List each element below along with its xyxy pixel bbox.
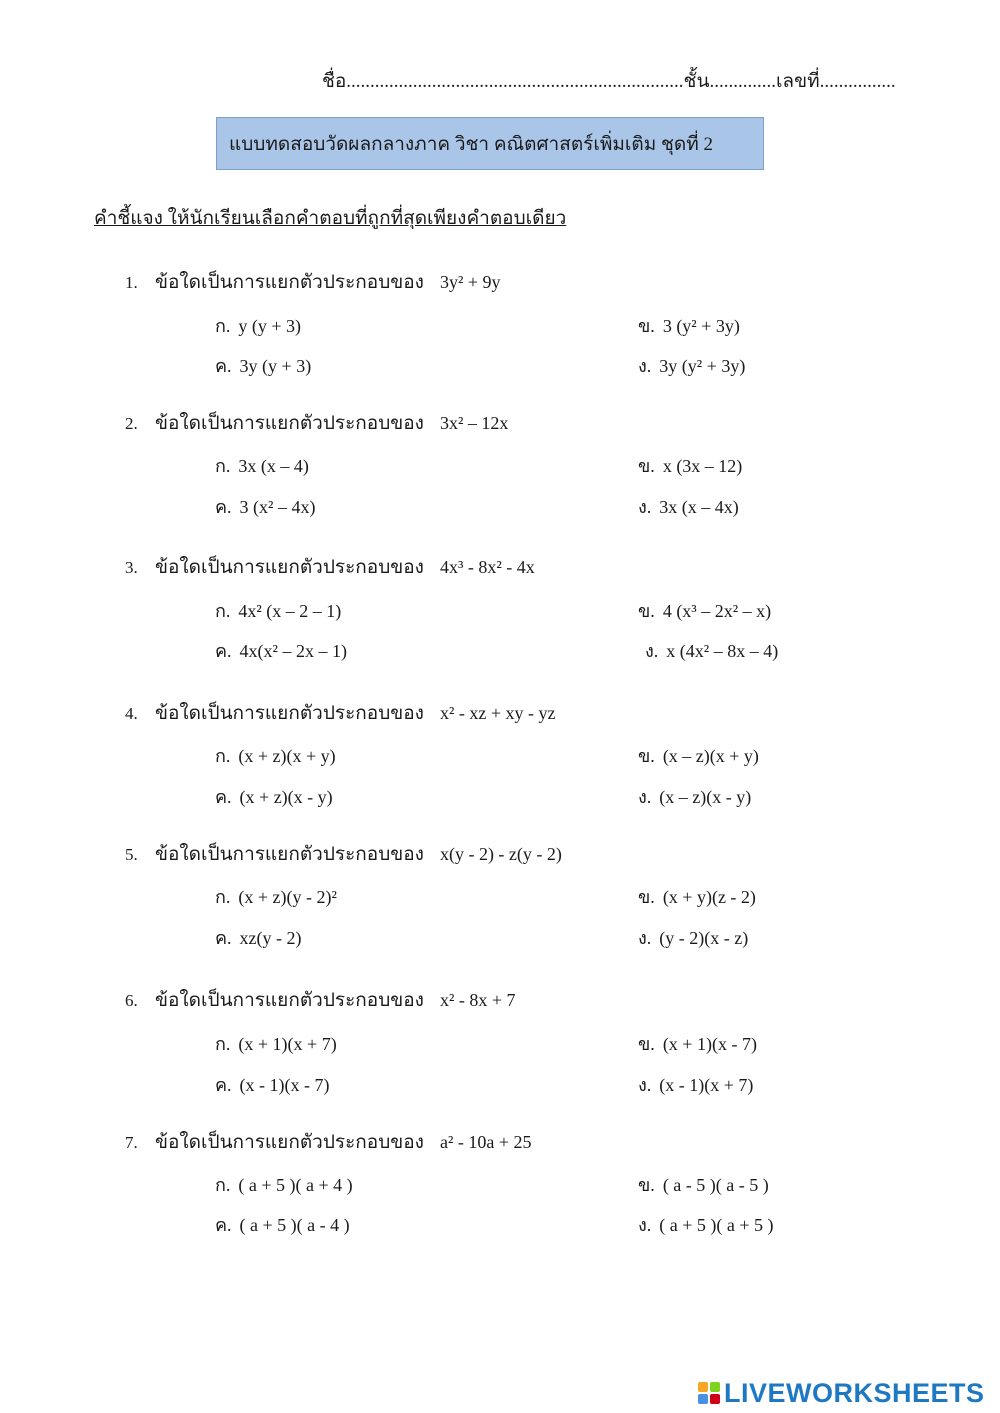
option[interactable] (638, 882, 756, 911)
question-expression: x² - xz + xy - yz (439, 703, 556, 723)
option-text: 3y (y + 3) (239, 356, 312, 376)
option-text: 3x (x – 4x) (659, 497, 739, 517)
option-text: 4x² (x – 2 – 1) (238, 601, 342, 621)
option-label: ค. (215, 928, 232, 948)
question-2 (125, 408, 508, 438)
option-label: ง. (638, 787, 652, 807)
option[interactable] (215, 741, 336, 770)
option-text: 3 (x² – 4x) (239, 497, 316, 517)
question-expression: a² - 10a + 25 (439, 1132, 532, 1152)
question-stem: ข้อใดเป็นการแยกตัวประกอบของ (155, 703, 424, 724)
option[interactable] (638, 741, 759, 770)
option-label: ก. (215, 601, 231, 621)
option-label: ง. (638, 497, 652, 517)
question-4 (125, 698, 555, 728)
option-label: ข. (638, 887, 655, 907)
option[interactable] (215, 882, 337, 911)
question-number: 6. (125, 991, 138, 1010)
option-text: 4 (x³ – 2x² – x) (662, 601, 772, 621)
instructions: คำชี้แจง ให้นักเรียนเลือกคำตอบที่ถูกที่สุดเพียงคำตอบเดียว (94, 208, 567, 229)
logo-square-icon (710, 1394, 720, 1404)
option-label: ค. (215, 787, 232, 807)
option-text: (y - 2)(x - z) (659, 928, 749, 948)
option-label: ค. (215, 356, 232, 376)
option[interactable] (215, 1070, 330, 1099)
option[interactable] (638, 1029, 757, 1058)
option-text: ( a + 5 )( a - 4 ) (239, 1215, 350, 1235)
logo-text: LIVEWORKSHEETS (724, 1377, 985, 1408)
question-expression: 4x³ - 8x² - 4x (439, 557, 535, 577)
logo-square-icon (710, 1382, 720, 1392)
option-text: (x + y)(z - 2) (662, 887, 756, 907)
option-text: (x + 1)(x + 7) (238, 1034, 337, 1054)
option-text: 3 (y² + 3y) (662, 316, 740, 336)
question-number: 2. (125, 414, 138, 433)
option-label: ข. (638, 456, 655, 476)
question-number: 7. (125, 1133, 138, 1152)
question-expression: 3x² – 12x (439, 413, 509, 433)
option-text: (x – z)(x - y) (659, 787, 752, 807)
question-stem: ข้อใดเป็นการแยกตัวประกอบของ (155, 413, 424, 434)
option-text: (x + z)(x - y) (239, 787, 333, 807)
option[interactable] (215, 782, 333, 811)
option-text: xz(y - 2) (239, 928, 302, 948)
option[interactable] (645, 636, 778, 665)
option[interactable] (638, 351, 745, 380)
option-label: ข. (638, 746, 655, 766)
question-expression: 3y² + 9y (439, 272, 501, 292)
option-text: (x + z)(y - 2)² (238, 887, 337, 907)
test-title-box (216, 117, 764, 170)
question-number: 3. (125, 558, 138, 577)
option-label: ก. (215, 316, 231, 336)
option[interactable] (215, 351, 311, 380)
option-label: ค. (215, 641, 232, 661)
option-label: ค. (215, 1215, 232, 1235)
question-number: 4. (125, 704, 138, 723)
option[interactable] (215, 311, 301, 340)
option-label: ค. (215, 1075, 232, 1095)
option[interactable] (215, 1029, 337, 1058)
option-text: (x - 1)(x + 7) (659, 1075, 754, 1095)
option[interactable] (215, 1170, 353, 1199)
option-label: ก. (215, 1034, 231, 1054)
question-stem: ข้อใดเป็นการแยกตัวประกอบของ (155, 844, 424, 865)
option-label: ข. (638, 601, 655, 621)
question-stem: ข้อใดเป็นการแยกตัวประกอบของ (155, 272, 424, 293)
option-label: ก. (215, 456, 231, 476)
option-label: ค. (215, 497, 232, 517)
option-label: ก. (215, 1175, 231, 1195)
question-3 (125, 552, 535, 582)
option[interactable] (215, 596, 341, 625)
option-label: ง. (638, 1075, 652, 1095)
option-text: ( a + 5 )( a + 4 ) (238, 1175, 353, 1195)
option-text: x (3x – 12) (662, 456, 743, 476)
option-text: 3x (x – 4) (238, 456, 309, 476)
question-number: 5. (125, 845, 138, 864)
option-label: ง. (638, 1215, 652, 1235)
option[interactable] (638, 451, 742, 480)
logo-square-icon (698, 1394, 708, 1404)
option[interactable] (638, 1210, 774, 1239)
question-6 (125, 985, 516, 1015)
option-label: ข. (638, 1034, 655, 1054)
question-expression: x² - 8x + 7 (439, 990, 516, 1010)
option-text: (x – z)(x + y) (662, 746, 759, 766)
option-label: ข. (638, 316, 655, 336)
logo-square-icon (698, 1382, 708, 1392)
option[interactable] (638, 1170, 769, 1199)
question-7 (125, 1127, 531, 1157)
option[interactable] (638, 1070, 753, 1099)
option-text: ( a + 5 )( a + 5 ) (659, 1215, 774, 1235)
option-text: (x - 1)(x - 7) (239, 1075, 330, 1095)
student-info-line: ชื่อ.......................................................................ชั้น..............เลขที่................ (322, 71, 896, 92)
option-text: 3y (y² + 3y) (659, 356, 746, 376)
option-text: y (y + 3) (238, 316, 302, 336)
option-label: ง. (638, 928, 652, 948)
option[interactable] (638, 492, 739, 521)
option[interactable] (638, 782, 751, 811)
question-stem: ข้อใดเป็นการแยกตัวประกอบของ (155, 990, 424, 1011)
logo-mark-icon (698, 1382, 720, 1404)
option[interactable] (215, 1210, 350, 1239)
option[interactable] (215, 923, 302, 952)
question-expression: x(y - 2) - z(y - 2) (439, 844, 562, 864)
option-text: (x + 1)(x - 7) (662, 1034, 757, 1054)
option-label: ก. (215, 887, 231, 907)
question-1 (125, 267, 501, 297)
option[interactable] (638, 311, 740, 340)
question-stem: ข้อใดเป็นการแยกตัวประกอบของ (155, 1132, 424, 1153)
option-text: (x + z)(x + y) (238, 746, 336, 766)
option[interactable] (215, 451, 309, 480)
option[interactable] (215, 492, 315, 521)
option-label: ข. (638, 1175, 655, 1195)
question-number: 1. (125, 273, 138, 292)
question-5 (125, 839, 562, 869)
option-label: ก. (215, 746, 231, 766)
option-text: ( a - 5 )( a - 5 ) (662, 1175, 769, 1195)
option-text: 4x(x² – 2x – 1) (239, 641, 347, 661)
test-title: แบบทดสอบวัดผลกลางภาค วิชา คณิตศาสตร์เพิ่มเติม ชุดที่ 2 (229, 133, 714, 155)
question-stem: ข้อใดเป็นการแยกตัวประกอบของ (155, 557, 424, 578)
liveworksheets-logo[interactable] (698, 1378, 985, 1408)
option-label: ง. (638, 356, 652, 376)
option[interactable] (638, 923, 748, 952)
option[interactable] (638, 596, 771, 625)
option-text: x (4x² – 8x – 4) (666, 641, 779, 661)
option-label: ง. (645, 641, 659, 661)
option[interactable] (215, 636, 347, 665)
